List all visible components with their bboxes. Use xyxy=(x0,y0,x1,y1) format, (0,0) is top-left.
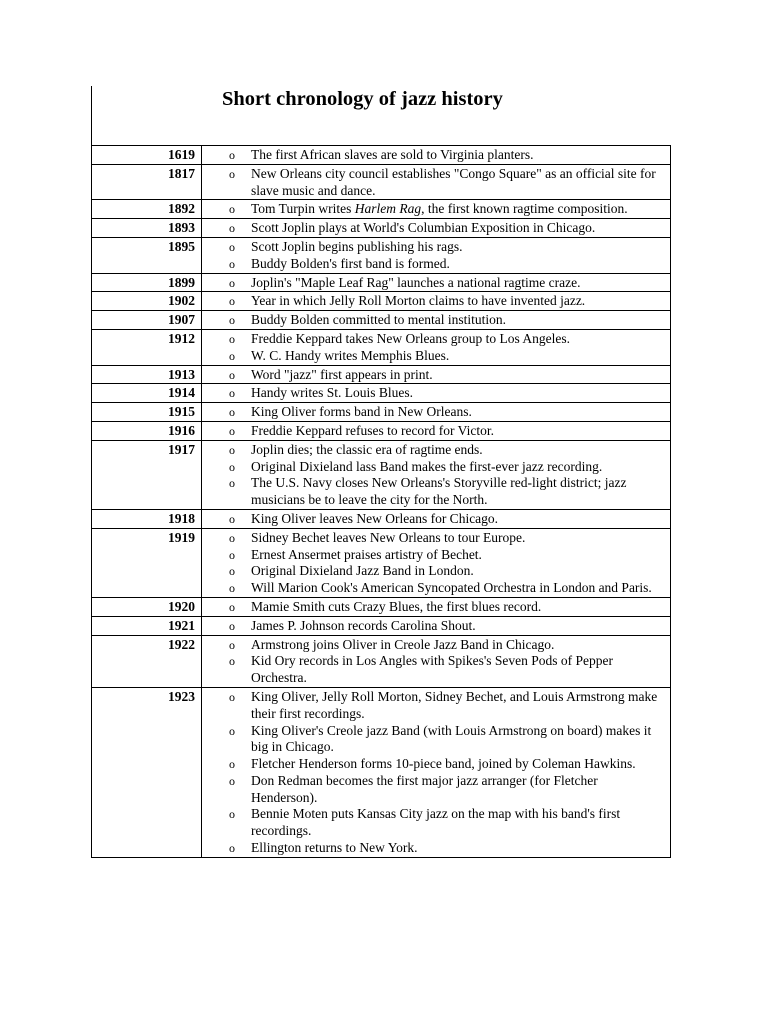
table-row xyxy=(92,311,671,330)
year-cell: 1913 xyxy=(92,365,202,384)
events-cell xyxy=(202,237,671,273)
events-cell xyxy=(202,200,671,219)
event-item xyxy=(202,442,666,459)
events-cell xyxy=(202,164,671,200)
event-text: Bennie Moten puts Kansas City jazz on the map with his band's first recordings. xyxy=(251,806,621,839)
event-item xyxy=(202,618,666,635)
title-area xyxy=(91,86,672,145)
event-item xyxy=(202,423,666,440)
event-text: Armstrong joins Oliver in Creole Jazz Band in Chicago. xyxy=(251,636,555,652)
table-row xyxy=(92,237,671,273)
bullet-icon: o xyxy=(229,723,235,738)
page-title: Short chronology of jazz history xyxy=(222,88,503,110)
event-item xyxy=(202,367,666,384)
event-text: King Oliver's Creole jazz Band (with Louis Armstrong on board) makes it big in Chicago. xyxy=(251,722,652,755)
bullet-icon: o xyxy=(229,331,235,346)
events-cell xyxy=(202,273,671,292)
bullet-icon: o xyxy=(229,689,235,704)
bullet-icon: o xyxy=(229,618,235,633)
bullet-icon: o xyxy=(229,166,235,181)
year-cell: 1893 xyxy=(92,219,202,238)
bullet-icon: o xyxy=(229,654,235,669)
events-cell xyxy=(202,421,671,440)
year-cell: 1895 xyxy=(92,237,202,273)
events-cell xyxy=(202,365,671,384)
year-cell: 1892 xyxy=(92,200,202,219)
event-text: Word "jazz" first appears in print. xyxy=(251,366,433,382)
event-item xyxy=(202,580,666,597)
event-item xyxy=(202,385,666,402)
event-text: , the first known ragtime composition. xyxy=(421,201,628,217)
table-row xyxy=(92,528,671,597)
bullet-icon: o xyxy=(229,405,235,420)
event-item xyxy=(202,239,666,256)
event-item xyxy=(202,773,666,807)
bullet-icon: o xyxy=(229,547,235,562)
event-text: Original Dixieland Jazz Band in London. xyxy=(251,563,474,579)
bullet-icon: o xyxy=(229,367,235,382)
events-cell xyxy=(202,384,671,403)
event-item xyxy=(202,201,666,218)
event-text: Joplin's "Maple Leaf Rag" launches a national ragtime craze. xyxy=(251,274,581,290)
bullet-icon: o xyxy=(229,599,235,614)
event-text: Kid Ory records in Los Angles with Spikes's Seven Pods of Pepper Orchestra. xyxy=(251,653,614,686)
bullet-icon: o xyxy=(229,239,235,254)
bullet-icon: o xyxy=(229,423,235,438)
table-row xyxy=(92,200,671,219)
events-cell xyxy=(202,528,671,597)
event-item xyxy=(202,637,666,654)
bullet-icon: o xyxy=(229,442,235,457)
table-row xyxy=(92,365,671,384)
event-text: Ellington returns to New York. xyxy=(251,840,418,856)
event-item xyxy=(202,293,666,310)
bullet-icon: o xyxy=(229,807,235,822)
year-cell: 1917 xyxy=(92,440,202,509)
events-cell xyxy=(202,403,671,422)
table-row xyxy=(92,597,671,616)
events-cell xyxy=(202,329,671,365)
event-text: Freddie Keppard refuses to record for Victor. xyxy=(251,422,494,438)
event-text: Buddy Bolden's first band is formed. xyxy=(251,255,450,271)
table-row xyxy=(92,421,671,440)
bullet-icon: o xyxy=(229,348,235,363)
event-item xyxy=(202,331,666,348)
bullet-icon: o xyxy=(229,530,235,545)
event-text: New Orleans city council establishes "Congo Square" as an official site for slave music and dance. xyxy=(251,165,656,198)
bullet-icon: o xyxy=(229,511,235,526)
table-row xyxy=(92,509,671,528)
event-text: The first African slaves are sold to Virginia planters. xyxy=(251,147,534,162)
event-text: James P. Johnson records Carolina Shout. xyxy=(251,617,476,633)
event-text: Handy writes St. Louis Blues. xyxy=(251,385,413,401)
year-cell: 1912 xyxy=(92,329,202,365)
year-cell: 1902 xyxy=(92,292,202,311)
chronology-table-body xyxy=(92,146,671,858)
year-cell: 1916 xyxy=(92,421,202,440)
year-cell: 1922 xyxy=(92,635,202,687)
event-text: King Oliver leaves New Orleans for Chicago. xyxy=(251,510,499,526)
bullet-icon: o xyxy=(229,148,235,162)
event-text: W. C. Handy writes Memphis Blues. xyxy=(251,347,450,363)
bullet-icon: o xyxy=(229,476,235,491)
event-text: Ernest Ansermet praises artistry of Bechet. xyxy=(251,546,482,562)
event-item xyxy=(202,689,666,723)
event-item xyxy=(202,256,666,273)
bullet-icon: o xyxy=(229,637,235,652)
event-text: The U.S. Navy closes New Orleans's Storyville red-light district; jazz musicians be to leave the city for the North. xyxy=(251,475,627,508)
event-text: Mamie Smith cuts Crazy Blues, the first blues record. xyxy=(251,598,542,614)
event-item xyxy=(202,475,666,509)
event-text: Fletcher Henderson forms 10-piece band, joined by Coleman Hawkins. xyxy=(251,756,636,772)
event-item xyxy=(202,599,666,616)
bullet-icon: o xyxy=(229,757,235,772)
event-item xyxy=(202,547,666,564)
event-item xyxy=(202,220,666,237)
year-cell: 1899 xyxy=(92,273,202,292)
bullet-icon: o xyxy=(229,275,235,290)
event-item xyxy=(202,723,666,757)
year-cell: 1914 xyxy=(92,384,202,403)
table-row xyxy=(92,616,671,635)
event-item xyxy=(202,840,666,857)
year-cell: 1923 xyxy=(92,687,202,857)
table-row xyxy=(92,164,671,200)
events-cell xyxy=(202,635,671,687)
year-cell: 1918 xyxy=(92,509,202,528)
events-cell xyxy=(202,687,671,857)
event-text: Scott Joplin plays at World's Columbian Exposition in Chicago. xyxy=(251,220,596,236)
event-text: Year in which Jelly Roll Morton claims to have invented jazz. xyxy=(251,293,586,309)
event-item xyxy=(202,806,666,840)
events-cell xyxy=(202,146,671,165)
event-item xyxy=(202,348,666,365)
bullet-icon: o xyxy=(229,564,235,579)
year-cell: 1619 xyxy=(92,146,202,165)
table-row xyxy=(92,687,671,857)
event-text: Original Dixieland lass Band makes the first-ever jazz recording. xyxy=(251,458,603,474)
table-row xyxy=(92,403,671,422)
event-item xyxy=(202,756,666,773)
bullet-icon: o xyxy=(229,581,235,596)
table-row xyxy=(92,440,671,509)
event-title-italic: Harlem Rag xyxy=(354,201,422,217)
event-item xyxy=(202,312,666,329)
event-item xyxy=(202,147,666,164)
event-item xyxy=(202,530,666,547)
year-cell: 1817 xyxy=(92,164,202,200)
bullet-icon: o xyxy=(229,773,235,788)
event-text: Will Marion Cook's American Syncopated Orchestra in London and Paris. xyxy=(251,580,652,596)
year-cell: 1920 xyxy=(92,597,202,616)
table-row xyxy=(92,329,671,365)
table-row xyxy=(92,146,671,165)
event-text: Scott Joplin begins publishing his rags. xyxy=(251,238,463,254)
events-cell xyxy=(202,616,671,635)
table-row xyxy=(92,219,671,238)
table-row xyxy=(92,635,671,687)
event-item xyxy=(202,275,666,292)
event-text: King Oliver, Jelly Roll Morton, Sidney Bechet, and Louis Armstrong make their first recordings. xyxy=(251,688,658,721)
bullet-icon: o xyxy=(229,221,235,236)
table-row xyxy=(92,384,671,403)
bullet-icon: o xyxy=(229,256,235,271)
event-item xyxy=(202,563,666,580)
bullet-icon: o xyxy=(229,386,235,401)
event-item xyxy=(202,653,666,687)
event-text: Don Redman becomes the first major jazz arranger (for Fletcher Henderson). xyxy=(251,772,598,805)
event-item xyxy=(202,404,666,421)
table-row xyxy=(92,273,671,292)
bullet-icon: o xyxy=(229,294,235,309)
bullet-icon: o xyxy=(229,313,235,328)
bullet-icon: o xyxy=(229,202,235,217)
events-cell xyxy=(202,597,671,616)
events-cell xyxy=(202,219,671,238)
event-text: Joplin dies; the classic era of ragtime ends. xyxy=(251,441,483,457)
event-item xyxy=(202,459,666,476)
event-text: King Oliver forms band in New Orleans. xyxy=(251,404,472,420)
events-cell xyxy=(202,440,671,509)
event-text: Freddie Keppard takes New Orleans group to Los Angeles. xyxy=(251,330,571,346)
year-cell: 1919 xyxy=(92,528,202,597)
event-text: Sidney Bechet leaves New Orleans to tour Europe. xyxy=(251,529,526,545)
event-text: Buddy Bolden committed to mental institution. xyxy=(251,312,506,328)
year-cell: 1915 xyxy=(92,403,202,422)
event-item xyxy=(202,166,666,200)
year-cell: 1921 xyxy=(92,616,202,635)
bullet-icon: o xyxy=(229,459,235,474)
event-text: Tom Turpin writes xyxy=(251,201,355,217)
event-item xyxy=(202,511,666,528)
chronology-table xyxy=(91,145,671,858)
events-cell xyxy=(202,292,671,311)
bullet-icon: o xyxy=(229,841,235,856)
events-cell xyxy=(202,509,671,528)
year-cell: 1907 xyxy=(92,311,202,330)
events-cell xyxy=(202,311,671,330)
table-row xyxy=(92,292,671,311)
